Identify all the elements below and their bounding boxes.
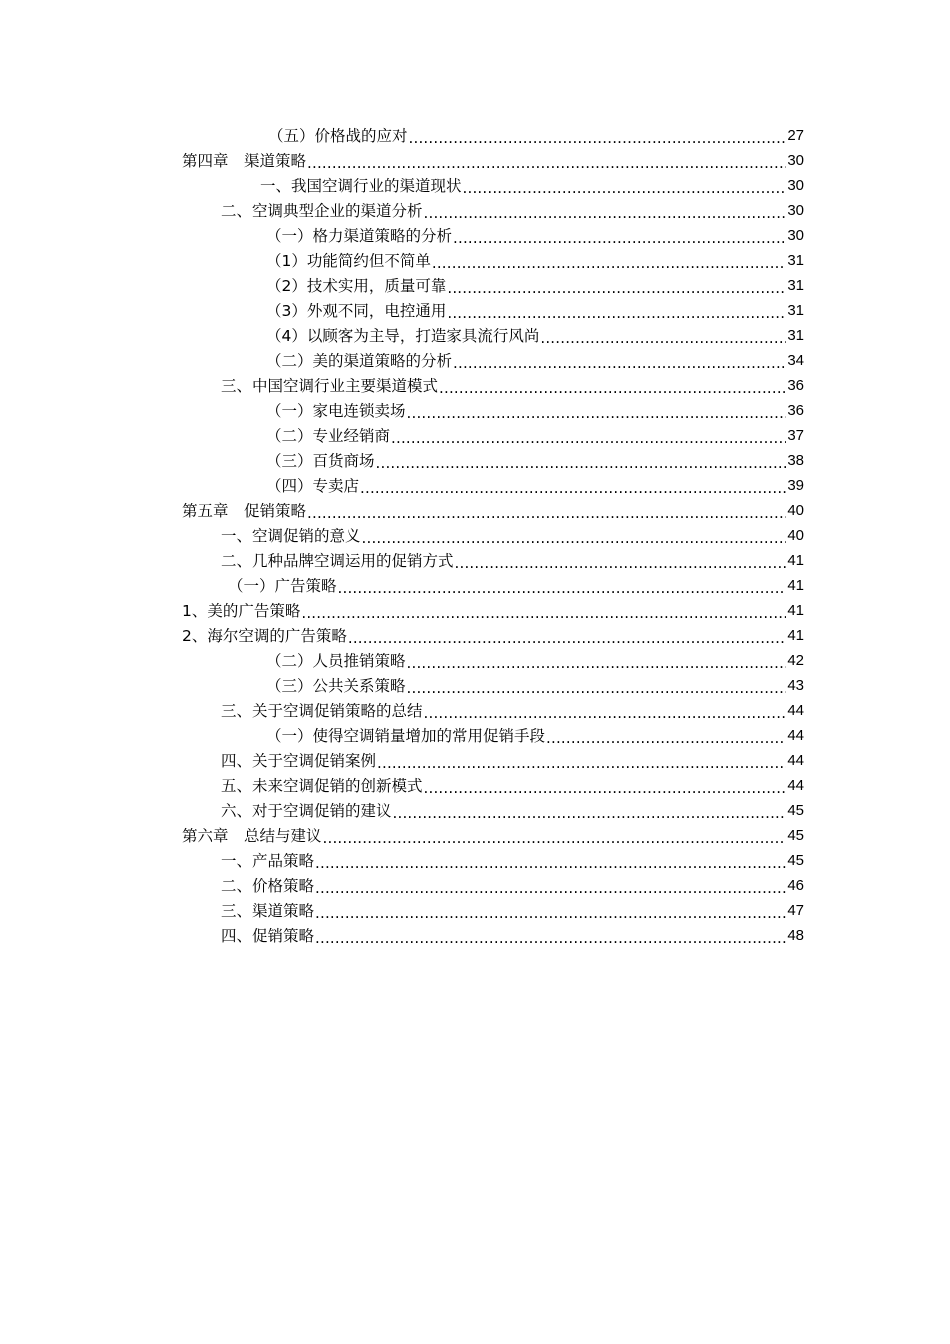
- toc-dot-leader: [307, 149, 786, 173]
- toc-entry: [221, 899, 804, 923]
- toc-entry-title: 三、中国空调行业主要渠道模式: [221, 377, 439, 395]
- toc-page-number: 37: [787, 427, 804, 444]
- toc-dot-leader: [301, 599, 786, 623]
- toc-entry-title: （3）外观不同，电控通用: [266, 302, 447, 320]
- toc-entry: [266, 649, 804, 673]
- toc-dot-leader: [453, 224, 786, 248]
- toc-dot-leader: [447, 274, 786, 298]
- toc-dot-leader: [424, 199, 787, 223]
- toc-page-number: 31: [787, 327, 804, 344]
- toc-page-number: 46: [787, 877, 804, 894]
- toc-page-number: 44: [787, 727, 804, 744]
- toc-dot-leader: [307, 499, 786, 523]
- toc-entry: [228, 574, 804, 598]
- toc-dot-leader: [540, 324, 786, 348]
- toc-page-number: 44: [787, 752, 804, 769]
- toc-entry-title: （一）使得空调销量增加的常用促销手段: [266, 727, 546, 745]
- toc-page-number: 38: [787, 452, 804, 469]
- toc-page-number: 31: [787, 277, 804, 294]
- toc-dot-leader: [323, 824, 787, 848]
- toc-dot-leader: [453, 349, 786, 373]
- toc-entry-title: 二、价格策略: [221, 877, 315, 895]
- toc-entry: [266, 324, 804, 348]
- toc-entry-title: 一、我国空调行业的渠道现状: [260, 177, 462, 195]
- toc-entry-title: （二）专业经销商: [266, 427, 391, 445]
- toc-page-number: 40: [787, 527, 804, 544]
- toc-dot-leader: [348, 624, 786, 648]
- toc-entry: [221, 874, 804, 898]
- toc-page-number: 48: [787, 927, 804, 944]
- toc-entry: [221, 549, 804, 573]
- toc-page-number: 41: [787, 602, 804, 619]
- toc-entry-title: （五）价格战的应对: [268, 127, 408, 145]
- toc-entry-title: （一）格力渠道策略的分析: [266, 227, 453, 245]
- toc-page-number: 30: [787, 202, 804, 219]
- toc-dot-leader: [376, 449, 787, 473]
- toc-page-number: 34: [787, 352, 804, 369]
- toc-page-number: 31: [787, 302, 804, 319]
- toc-dot-leader: [424, 774, 787, 798]
- toc-page-number: 45: [787, 827, 804, 844]
- toc-entry-title: （二）人员推销策略: [266, 652, 406, 670]
- toc-page-number: 40: [787, 502, 804, 519]
- toc-dot-leader: [315, 849, 786, 873]
- toc-dot-leader: [424, 699, 787, 723]
- toc-page-number: 27: [787, 127, 804, 144]
- toc-entry: [266, 399, 804, 423]
- toc-page-number: 36: [787, 402, 804, 419]
- toc-entry: [182, 599, 804, 623]
- toc-entry: [221, 849, 804, 873]
- toc-entry: [266, 724, 804, 748]
- toc-entry-title: 五、未来空调促销的创新模式: [221, 777, 423, 795]
- toc-dot-leader: [315, 924, 786, 948]
- toc-page-number: 30: [787, 177, 804, 194]
- toc-entry-title: 1、美的广告策略: [182, 602, 301, 620]
- toc-entry: [182, 499, 804, 523]
- toc-entry-title: （1）功能简约但不简单: [266, 252, 431, 270]
- toc-dot-leader: [391, 424, 786, 448]
- toc-entry-title: 六、对于空调促销的建议: [221, 802, 392, 820]
- toc-entry: [221, 799, 804, 823]
- toc-dot-leader: [393, 799, 787, 823]
- toc-dot-leader: [377, 749, 786, 773]
- toc-entry-title: （三）公共关系策略: [266, 677, 406, 695]
- toc-dot-leader: [407, 399, 787, 423]
- toc-entry-title: （一）家电连锁卖场: [266, 402, 406, 420]
- toc-entry: [266, 674, 804, 698]
- toc-entry: [266, 224, 804, 248]
- toc-entry: [221, 924, 804, 948]
- toc-entry-title: 四、关于空调促销案例: [221, 752, 377, 770]
- toc-page-number: 36: [787, 377, 804, 394]
- toc-dot-leader: [338, 574, 787, 598]
- toc-page-number: 44: [787, 702, 804, 719]
- toc-dot-leader: [463, 174, 787, 198]
- toc-entry-title: （一）广告策略: [228, 577, 337, 595]
- toc-dot-leader: [455, 549, 787, 573]
- toc-entry: [266, 299, 804, 323]
- toc-entry: [221, 749, 804, 773]
- toc-page-number: 30: [787, 152, 804, 169]
- toc-page-number: 41: [787, 552, 804, 569]
- toc-entry: [260, 174, 804, 198]
- toc-entry: [221, 774, 804, 798]
- toc-entry: [221, 374, 804, 398]
- toc-entry: [182, 149, 804, 173]
- toc-page-number: 45: [787, 852, 804, 869]
- toc-entry-title: 第六章 总结与建议: [182, 827, 322, 845]
- toc-entry-title: 三、渠道策略: [221, 902, 315, 920]
- toc-entry: [266, 424, 804, 448]
- toc-entry-title: 二、几种品牌空调运用的促销方式: [221, 552, 454, 570]
- toc-page-number: 44: [787, 777, 804, 794]
- toc-entry: [266, 449, 804, 473]
- toc-entry-title: 二、空调典型企业的渠道分析: [221, 202, 423, 220]
- toc-dot-leader: [407, 649, 787, 673]
- toc-entry-title: 一、产品策略: [221, 852, 315, 870]
- toc-entry-title: （二）美的渠道策略的分析: [266, 352, 453, 370]
- toc-page-number: 31: [787, 252, 804, 269]
- toc-dot-leader: [439, 374, 786, 398]
- toc-entry-title: 2、海尔空调的广告策略: [182, 627, 347, 645]
- toc-page-number: 43: [787, 677, 804, 694]
- toc-entry: [221, 199, 804, 223]
- toc-entry: [182, 824, 804, 848]
- toc-entry: [221, 699, 804, 723]
- toc-entry-title: 一、空调促销的意义: [221, 527, 361, 545]
- toc-entry: [221, 524, 804, 548]
- toc-entry: [266, 249, 804, 273]
- toc-dot-leader: [362, 524, 787, 548]
- toc-page-number: 41: [787, 577, 804, 594]
- toc-dot-leader: [360, 474, 786, 498]
- toc-entry-title: 第五章 促销策略: [182, 502, 307, 520]
- toc-entry-title: 四、促销策略: [221, 927, 315, 945]
- toc-dot-leader: [432, 249, 786, 273]
- toc-page-number: 41: [787, 627, 804, 644]
- toc-entry: [266, 474, 804, 498]
- toc-entry: [182, 624, 804, 648]
- toc-page-number: 30: [787, 227, 804, 244]
- toc-page-number: 39: [787, 477, 804, 494]
- toc-entry: [266, 349, 804, 373]
- toc-dot-leader: [315, 874, 786, 898]
- toc-entry-title: （四）专卖店: [266, 477, 360, 495]
- toc-entry-title: 第四章 渠道策略: [182, 152, 307, 170]
- toc-dot-leader: [447, 299, 786, 323]
- toc-entry-title: 三、关于空调促销策略的总结: [221, 702, 423, 720]
- toc-entry: [266, 274, 804, 298]
- toc-page-number: 47: [787, 902, 804, 919]
- toc-dot-leader: [407, 674, 787, 698]
- toc-entry: [268, 124, 804, 148]
- toc-page-number: 45: [787, 802, 804, 819]
- toc-page-number: 42: [787, 652, 804, 669]
- toc-entry-title: （4）以顾客为主导，打造家具流行风尚: [266, 327, 540, 345]
- toc-dot-leader: [409, 124, 787, 148]
- toc-entry-title: （三）百货商场: [266, 452, 375, 470]
- toc-entry-title: （2）技术实用，质量可靠: [266, 277, 447, 295]
- toc-dot-leader: [315, 899, 786, 923]
- toc-dot-leader: [546, 724, 786, 748]
